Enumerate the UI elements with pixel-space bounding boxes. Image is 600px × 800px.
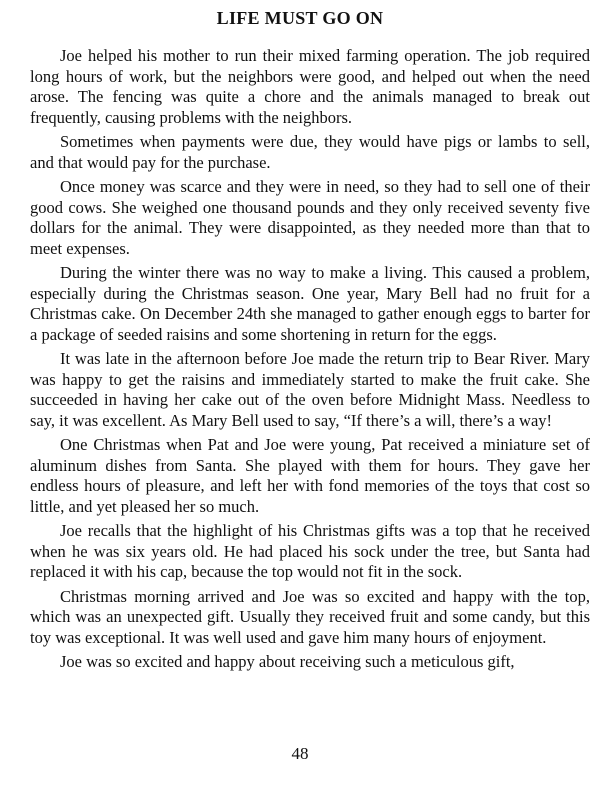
- paragraph: One Christmas when Pat and Joe were young, Pat received a miniature set of aluminum dishes from Santa. She played with them for hours. They gave her endless hours of pleasure, and left her with fond memories of the toys that cost so little, and yet pleased her so much.: [30, 435, 590, 516]
- page-title: LIFE MUST GO ON: [216, 8, 384, 28]
- paragraph: Christmas morning arrived and Joe was so excited and happy with the top, which was an unexpected gift. Usually they received fruit and some candy, but this toy was exceptional. It was well used and gave him many hours of enjoyment.: [30, 586, 590, 647]
- paragraph: During the winter there was no way to make a living. This caused a problem, especially during the Christmas season. One year, Mary Bell had no fruit for a Christmas cake. On December 24th she managed to gather enough eggs to barter for a package of seeded raisins and some shortening in return for the eggs.: [30, 263, 590, 344]
- page-number: 48: [291, 744, 309, 763]
- paragraph: Sometimes when payments were due, they would have pigs or lambs to sell, and that would pay for the purchase.: [30, 132, 590, 172]
- body-text: [30, 46, 590, 677]
- paragraph: Joe was so excited and happy about receiving such a meticulous gift,: [60, 652, 515, 671]
- paragraph: Once money was scarce and they were in need, so they had to sell one of their good cows. She weighed one thousand pounds and they only received seventy five dollars for the animal. They were disappointed, as they needed more than that to meet expenses.: [30, 177, 590, 258]
- paragraph: Joe helped his mother to run their mixed farming operation. The job required long hours of work, but the neighbors were good, and helped out when the need arose. The fencing was quite a chore and the animals managed to break out frequently, causing problems with the neighbors.: [30, 46, 590, 127]
- paragraph: Joe recalls that the highlight of his Christmas gifts was a top that he received when he was six years old. He had placed his sock under the tree, but Santa had replaced it with his cap, because the top would not fit in the sock.: [30, 521, 590, 581]
- paragraph: It was late in the afternoon before Joe made the return trip to Bear River. Mary was happy to get the raisins and immediately started to make the fruit cake. She succeeded in having her cake out of the oven before Midnight Mass. Needless to say, it was excellent. As Mary Bell used to say, “If there’s a will, there’s a way!: [30, 349, 590, 430]
